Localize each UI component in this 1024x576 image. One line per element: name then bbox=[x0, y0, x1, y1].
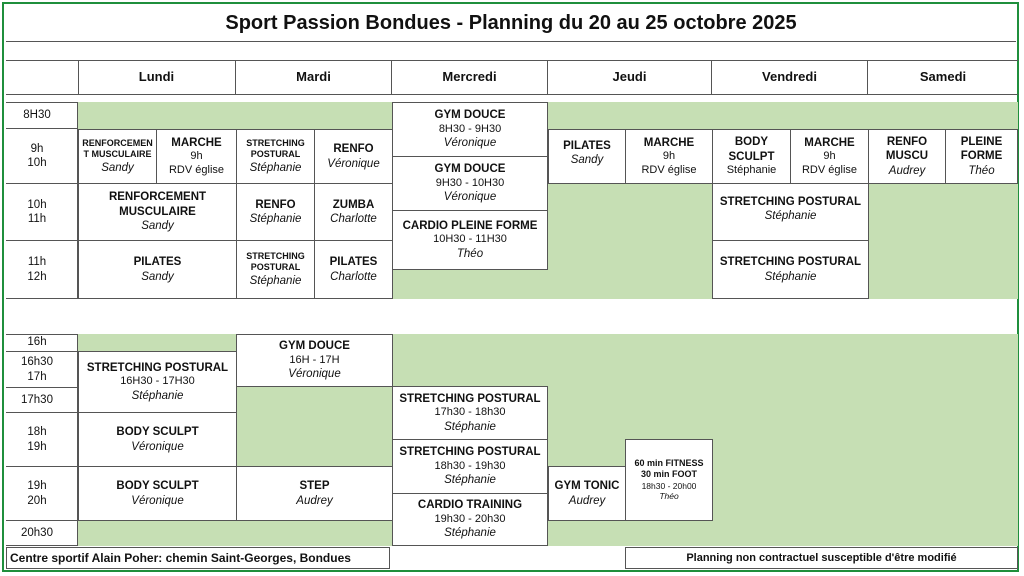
day-monday: Lundi bbox=[78, 61, 236, 94]
class-mon-marche: MARCHE 9h RDV église bbox=[156, 129, 237, 184]
time-label: 9h 10h bbox=[27, 142, 47, 169]
class-mon-renfo: RENFORCEMEN T MUSCULAIRE Sandy bbox=[78, 129, 157, 184]
time-label: 8H30 bbox=[23, 109, 51, 122]
class-wed-stretching-2: STRETCHING POSTURAL 18h30 - 19h30 Stéphanie bbox=[392, 439, 548, 494]
class-thu-fitness: 60 min FITNESS 30 min FOOT 18h30 - 20h00 Théo bbox=[625, 439, 713, 521]
time-label: 18h 19h bbox=[27, 426, 47, 453]
class-fri-marche: MARCHE 9h RDV église bbox=[790, 129, 869, 184]
time-label: 16h bbox=[27, 336, 47, 349]
day-friday: Vendredi bbox=[712, 61, 868, 94]
class-fri-stretching-2: STRETCHING POSTURAL Stéphanie bbox=[712, 240, 869, 299]
class-sat-renfo-muscu: RENFO MUSCU Audrey bbox=[868, 129, 946, 184]
class-tue-stretching: STRETCHING POSTURAL Stéphanie bbox=[236, 129, 315, 184]
class-wed-cardio-training: CARDIO TRAINING 19h30 - 20h30 Stéphanie bbox=[392, 493, 548, 546]
class-tue-renfo: RENFO Véronique bbox=[314, 129, 393, 184]
class-wed-cardio: CARDIO PLEINE FORME 10H30 - 11H30 Théo bbox=[392, 210, 548, 270]
footer-note: Planning non contractuel susceptible d'être modifié bbox=[625, 547, 1018, 569]
class-tue-pilates: PILATES Charlotte bbox=[314, 240, 393, 299]
class-mon-bodysculpt: BODY SCULPT Véronique bbox=[78, 412, 237, 467]
class-sat-pleine-forme: PLEINE FORME Théo bbox=[945, 129, 1018, 184]
class-fri-bodysculpt: BODY SCULPT Stéphanie bbox=[712, 129, 791, 184]
day-wednesday: Mercredi bbox=[392, 61, 548, 94]
class-mon-bodysculpt-2: BODY SCULPT Véronique bbox=[78, 466, 237, 521]
class-tue-renfo-2: RENFO Stéphanie bbox=[236, 183, 315, 241]
time-label: 11h 12h bbox=[27, 256, 47, 283]
footer-address: Centre sportif Alain Poher: chemin Saint-Georges, Bondues bbox=[6, 547, 390, 569]
class-mon-pilates: PILATES Sandy bbox=[78, 240, 237, 299]
class-wed-stretching: STRETCHING POSTURAL 17h30 - 18h30 Stéphanie bbox=[392, 386, 548, 440]
class-wed-gymdouce-2: GYM DOUCE 9H30 - 10H30 Véronique bbox=[392, 156, 548, 211]
day-tuesday: Mardi bbox=[236, 61, 392, 94]
class-tue-zumba: ZUMBA Charlotte bbox=[314, 183, 393, 241]
class-fri-stretching: STRETCHING POSTURAL Stéphanie bbox=[712, 183, 869, 241]
time-label: 16h30 17h bbox=[21, 356, 53, 383]
time-label: 19h 20h bbox=[27, 480, 47, 507]
class-thu-marche: MARCHE 9h RDV église bbox=[625, 129, 713, 184]
time-label: 17h30 bbox=[21, 393, 53, 406]
time-label: 20h30 bbox=[21, 527, 53, 540]
class-tue-stretching-2: STRETCHING POSTURAL Stéphanie bbox=[236, 240, 315, 299]
day-saturday: Samedi bbox=[919, 69, 967, 85]
class-mon-renfo2: RENFORCEMENT MUSCULAIRE Sandy bbox=[78, 183, 237, 241]
class-thu-gymtonic: GYM TONIC Audrey bbox=[548, 466, 626, 521]
class-tue-gymdouce: GYM DOUCE 16H - 17H Véronique bbox=[236, 334, 393, 387]
class-mon-stretching: STRETCHING POSTURAL 16H30 - 17H30 Stéphanie bbox=[78, 351, 237, 413]
class-tue-step: STEP Audrey bbox=[236, 466, 393, 521]
page-title bbox=[6, 6, 1016, 42]
title-text: Sport Passion Bondues - Planning du 20 au 25 octobre 2025 bbox=[225, 12, 797, 34]
day-thursday: Jeudi bbox=[548, 61, 712, 94]
class-wed-gymdouce: GYM DOUCE 8H30 - 9H30 Véronique bbox=[392, 102, 548, 157]
class-thu-pilates: PILATES Sandy bbox=[548, 129, 626, 184]
time-label: 10h 11h bbox=[27, 198, 47, 225]
